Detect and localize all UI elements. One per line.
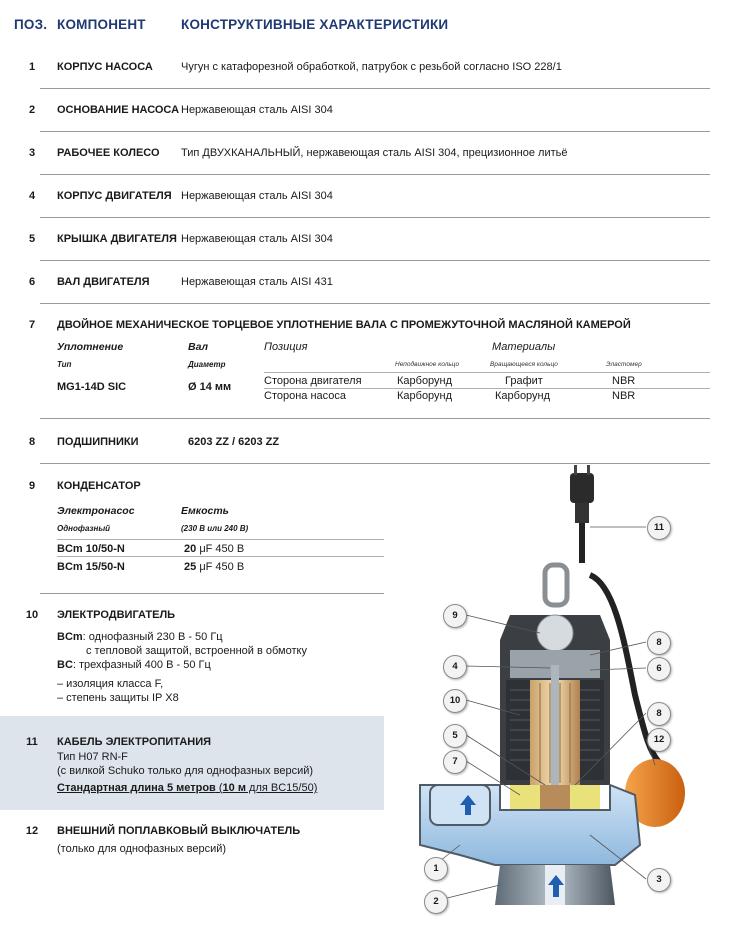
callout-badge: 6 [647, 657, 671, 681]
cable-std-paren: ( [215, 782, 223, 794]
cap-value: 20 [184, 543, 197, 555]
divider [57, 539, 384, 540]
seal-fixed: Карборунд [397, 375, 453, 387]
motor-bullet: – изоляция класса F, [57, 678, 164, 690]
seal-sub-fixed: Неподвижное кольцо [395, 361, 460, 368]
seal-col-shaft: Вал [188, 341, 209, 353]
seal-type: MG1-14D SIC [57, 381, 127, 393]
callout-badge: 8 [647, 631, 671, 655]
cap-unit: μF 450 В [199, 543, 245, 555]
row-desc: Нержавеющая сталь AISI 431 [181, 276, 333, 288]
seal-position: Сторона двигателя [264, 375, 362, 387]
cable-std-bold2: 10 м [222, 782, 246, 794]
motor-bcm-text: : однофазный 230 В - 50 Гц [82, 631, 223, 643]
row-number: 1 [28, 61, 36, 73]
row-number: 5 [28, 233, 36, 245]
row-name: ПОДШИПНИКИ [57, 436, 139, 448]
callout-badge: 7 [443, 750, 467, 774]
motor-bc-line [57, 659, 211, 671]
callout-badge: 5 [443, 724, 467, 748]
callout-badge: 2 [424, 890, 448, 914]
row-name: ВНЕШНИЙ ПОПЛАВКОВЫЙ ВЫКЛЮЧАТЕЛЬ [57, 825, 301, 837]
callout-badge: 10 [443, 689, 467, 713]
callout-badge: 1 [424, 857, 448, 881]
motor-bullet: – степень защиты IP X8 [57, 692, 179, 704]
row-name: ОСНОВАНИЕ НАСОСА [57, 104, 180, 116]
seal-rotating: Графит [505, 375, 543, 387]
row-desc: Тип ДВУХКАНАЛЬНЫЙ, нержавеющая сталь AISI 304, прецизионное литьё [181, 147, 568, 159]
divider [40, 88, 710, 89]
seal-rotating: Карборунд [495, 390, 551, 402]
bearings-value: 6203 ZZ / 6203 ZZ [188, 436, 280, 448]
seal-fixed: Карборунд [397, 390, 453, 402]
row-name: КРЫШКА ДВИГАТЕЛЯ [57, 233, 177, 245]
row-name: КОРПУС НАСОСА [57, 61, 153, 73]
seal-sub-type: Тип [57, 360, 72, 369]
row-number: 10 [25, 609, 39, 621]
plug-icon [570, 465, 594, 563]
cap-pump: BCm 10/50-N [57, 543, 125, 555]
row-desc: Нержавеющая сталь AISI 304 [181, 104, 333, 116]
divider [57, 556, 384, 557]
row-name: РАБОЧЕЕ КОЛЕСО [57, 147, 160, 159]
seal-elastomer: NBR [612, 390, 636, 402]
row-number: 7 [28, 319, 36, 331]
row-desc: Нержавеющая сталь AISI 304 [181, 233, 333, 245]
cable-section-background [0, 716, 384, 810]
shaft-diameter: Ø 14 мм [188, 381, 232, 393]
row-name: КАБЕЛЬ ЭЛЕКТРОПИТАНИЯ [57, 736, 212, 748]
motor-bcm-text2: с тепловой защитой, встроенной в обмотку [86, 645, 307, 657]
divider [40, 463, 710, 464]
cable-std-rest: для BC15/50) [245, 782, 318, 794]
cable-plug-note: (с вилкой Schuko только для однофазных версий) [57, 765, 314, 777]
callout-badge: 9 [443, 604, 467, 628]
row-number: 8 [28, 436, 36, 448]
row-number: 3 [28, 147, 36, 159]
row-number: 2 [28, 104, 36, 116]
header-characteristics: КОНСТРУКТИВНЫЕ ХАРАКТЕРИСТИКИ [181, 17, 449, 32]
row-name: КОНДЕНСАТОР [57, 480, 141, 492]
row-name: ВАЛ ДВИГАТЕЛЯ [57, 276, 150, 288]
divider [40, 593, 384, 594]
cap-sub-phase: Однофазный [57, 524, 111, 533]
seal-sub-diameter: Диаметр [188, 360, 226, 369]
seal-col-materials: Материалы [492, 341, 556, 353]
row-number: 12 [25, 825, 39, 837]
cable-std-bold: Стандартная длина 5 метров [57, 782, 216, 794]
divider [40, 131, 710, 132]
cable-type: Тип H07 RN-F [57, 751, 128, 763]
row-number: 9 [28, 480, 36, 492]
divider [40, 418, 710, 419]
motor-bc-text: : трехфазный 400 В - 50 Гц [72, 659, 211, 671]
row-number: 11 [26, 736, 38, 748]
divider [40, 260, 710, 261]
callout-badge: 11 [647, 516, 671, 540]
row-desc: Чугун с катафорезной обработкой, патрубок с резьбой согласно ISO 228/1 [181, 61, 562, 73]
seal-col-seal: Уплотнение [57, 341, 124, 353]
cap-col-pump: Электронасос [57, 505, 135, 517]
divider [264, 388, 710, 389]
seal-position: Сторона насоса [264, 390, 347, 402]
divider [40, 174, 710, 175]
cap-value-line [184, 543, 244, 555]
cap-value: 25 [184, 561, 197, 573]
divider [264, 372, 710, 373]
row-number: 6 [28, 276, 36, 288]
cable-standard-length [57, 782, 317, 794]
callout-badge: 3 [647, 868, 671, 892]
callout-badge: 8 [647, 702, 671, 726]
seal-col-position: Позиция [264, 341, 308, 353]
seal-sub-elastomer: Эластомер [606, 361, 642, 368]
callout-badge: 4 [443, 655, 467, 679]
header-pos: ПОЗ. [14, 17, 48, 32]
cap-col-capacity: Емкость [181, 505, 229, 517]
motor-bc-label: BC [57, 659, 73, 671]
divider [40, 217, 710, 218]
divider [40, 303, 710, 304]
cap-pump: BCm 15/50-N [57, 561, 125, 573]
cap-value-line [184, 561, 244, 573]
row-number: 4 [28, 190, 36, 202]
seal-elastomer: NBR [612, 375, 636, 387]
row-name: КОРПУС ДВИГАТЕЛЯ [57, 190, 172, 202]
row-name: ЭЛЕКТРОДВИГАТЕЛЬ [57, 609, 176, 621]
seal-title: ДВОЙНОЕ МЕХАНИЧЕСКОЕ ТОРЦЕВОЕ УПЛОТНЕНИЕ ВАЛА С ПРОМЕЖУТОЧНОЙ МАСЛЯНОЙ КАМЕРОЙ [57, 319, 631, 331]
motor-bcm-label: BCm [57, 631, 83, 643]
cap-sub-voltage: (230 В или 240 В) [181, 524, 249, 533]
motor-bcm-line [57, 631, 223, 643]
float-note: (только для однофазных версий) [57, 843, 227, 855]
row-desc: Нержавеющая сталь AISI 304 [181, 190, 333, 202]
seal-sub-rotating: Вращающееся кольцо [490, 361, 558, 368]
callout-badge: 12 [647, 728, 671, 752]
cap-unit: μF 450 В [199, 561, 245, 573]
header-component: КОМПОНЕНТ [57, 17, 146, 32]
